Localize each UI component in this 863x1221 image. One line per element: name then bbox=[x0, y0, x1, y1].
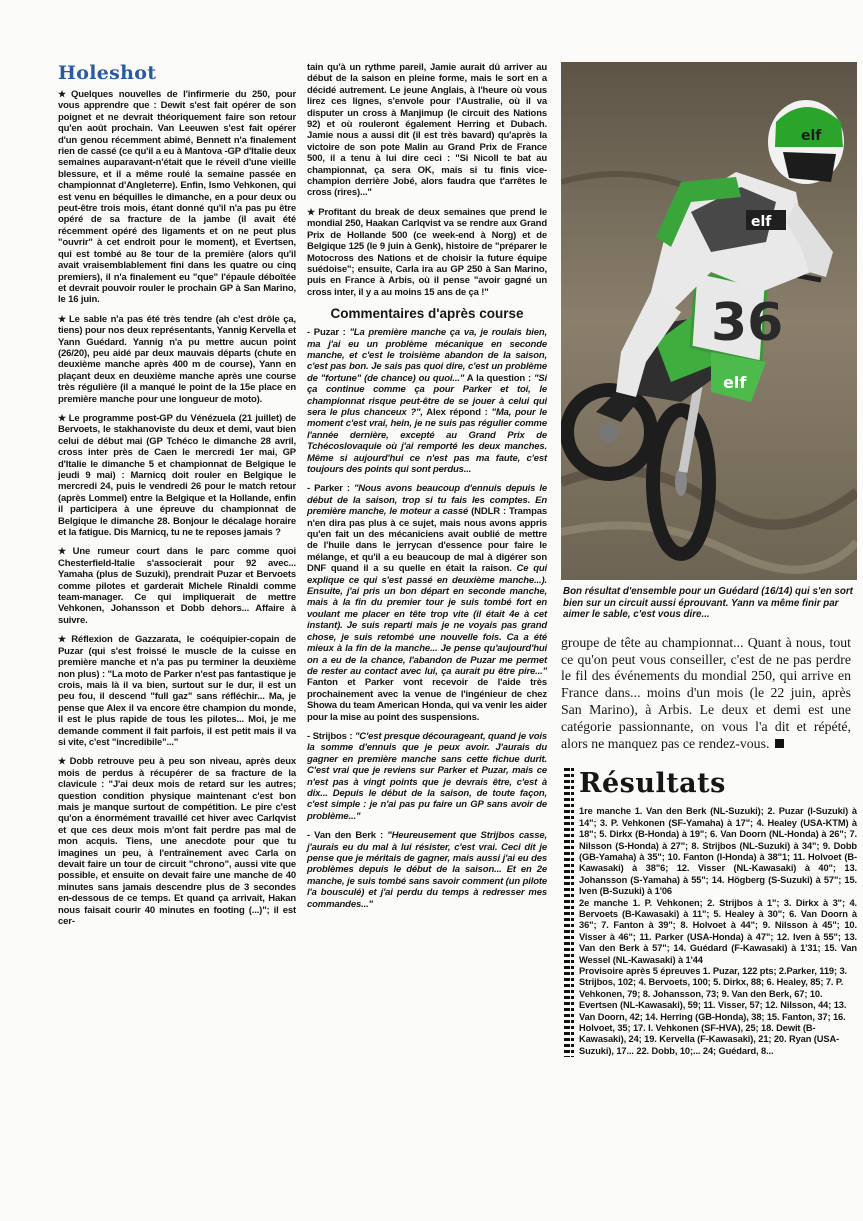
helmet-logo-text: elf bbox=[801, 128, 822, 144]
comment-van-den-berk: - Van den Berk : "Heureusement que Strijbos casse, j'aurais eu du mal à lui résister, c'est vrai. Ceci dit je pense que je méritais de gagner, mais aussi j'ai eu des problèmes depuis le début de la saison... Et en 2e manche, je suis tombé sans savoir comment (un pilote l'a bousculé) et j'ai perdu du temps à redresser mes commandes..." bbox=[307, 830, 547, 910]
subtitle-commentaires: Commentaires d'après course bbox=[330, 306, 524, 322]
section-title-holeshot: Holeshot bbox=[58, 62, 157, 84]
column-middle bbox=[307, 62, 547, 918]
star-bullet-icon: ★ bbox=[58, 546, 71, 557]
paragraph-infirmerie: ★ Quelques nouvelles de l'infirmerie du 250, pour vous apprendre que : Dewit s'est fait opérer de son poignet et ne devrait théoriquement faire son retour qu'en août prochain. Van Leeuwen s'est fait opérer d'un genou récemment abîmé, Bennett n'a finalement rien de cassé (ce qu'il a eu à Mantova -GP d'Italie deux semaines auparavant-n'était que le réveil d'une vieille blessure, et il a même roulé la semaine passée en championnat d'Angleterre). Enfin, Ismo Vehkonen, qui est venu en béquilles le dimanche, en a pour deux ou peut-être trois mois, étant donné qu'il n'a pas pu être opéré de sa fracture de la jambe (il avait été récemment opéré des ligaments et on ne peut plus "ouvrir" à cet endroit pour le moment), et Evertsen, qui est tombé au 8e tour de la première (alors qu'il avait vraisemblablement fini dans les quatre ou cinq premiers), il n'a finalement eu "que" l'épaule déboîtée et devrait pouvoir rouler le prochain GP à San Marino, le 16 juin. bbox=[58, 89, 296, 306]
comment-puzar: - Puzar : "La première manche ça va, je roulais bien, ma j'ai eu un problème mécanique en seconde manche, et c'est le troisième abandon de la saison, c'est pas bon. Je sais pas quoi dire, c'est un problème de "fortune" (de chance) ou quoi..." A la question : "Si ça continue comme ça pour Parker et toi, le championnat risque peut-être de se jouer à celui qui sera le plus chanceux ?", Alex répond : "Ma, pour le moment c'est vrai, hein, je ne suis pas régulier comme l'année dernière, excepté au Grand Prix de Tchécoslovaquie où j'ai remporté les deux manches. Même si aujourd'hui ce n'est pas ma faute, c'est toujours des points qui sont perdus... bbox=[307, 327, 547, 475]
plate-number: 36 bbox=[711, 293, 784, 353]
results-second-manche: 2e manche 1. P. Vehkonen; 2. Strijbos à 1"; 3. Dirkx à 3"; 4. Bervoets (B-Kawasaki) à 11"; 5. Healey à 30"; 6. Van Doorn à 36"; 7. Fanton à 39"; 8. Holvoet à 44"; 9. Nilsson à 45"; 10. Visser à 46"; 11. Parker (USA-Honda) à 47"; 12. Iven à 55"; 13. Van den Berk à 57"; 14. Guédard (F-Kawasaki) à 1'31; 15. Van Wessel (NL-Kawasaki) à 1'44 bbox=[579, 897, 857, 965]
photo-caption: Bon résultat d'ensemble pour un Guédard (16/14) qui s'en sort bien sur un circuit aussi éprouvant. Yann va même finir par aimer le sable, c'est vous dire... bbox=[563, 586, 853, 621]
results-box bbox=[561, 768, 857, 1057]
results-provisional-standings: Provisoire après 5 épreuves 1. Puzar, 122 pts; 2.Parker, 119; 3. Strijbos, 102; 4. Bervoets, 100; 5. Dirkx, 88; 6. Healey, 85; 7. P. Vehkonen, 79; 8. Johansson, 73; 9. Van den Berk, 67; 10. Evertsen (NL-Kawasaki), 59; 11. Visser, 57; 12. Nilsson, 44; 13. Van Doorn, 42; 14. Herring (GB-Honda), 38; 15. Fanton, 37; 16. Holvoet, 35; 17. I. Vehkonen (SF-HVA), 25; 18. Dewit (B-Kawasaki), 24; 19. Kervella (F-Kawasaki), 21; 20. Ryan (USA-Suzuki), 17... 22. Dobb, 10;... 24; Guédard, 8... bbox=[579, 966, 848, 1056]
fender-logo-text: elf bbox=[723, 373, 747, 392]
motocross-photo bbox=[561, 62, 857, 580]
paragraph-conclusion: groupe de tête au championnat... Quant à nous, tout ce qu'on peut vous conseiller, c'est de ne pas perdre le fil des événements du mondial 250, qui arrive en France dans... moins d'un mois (le 22 juin, après San Marino), à Arbis. Le deux et demi est une catégorie passionnante, on vous l'a dit et répété, alors ne manquez pas ce rendez-vous. bbox=[561, 634, 851, 751]
paragraph-sable: ★ Le sable n'a pas été très tendre (ah c'est drôle ça, tiens) pour nos deux représentants, Yannig Kervella et Yann Guédard. Yannig n'a pu mettre aucun point (26/20), peu aidé par deux mauvais départs (chute en deuxième manche après 400 m de course), Yann en plaçant deux en deuxième manche après une course très régulière (il a manqué le point de la 15e place en première manche pour une longueur de moto). bbox=[58, 313, 296, 405]
star-bullet-icon: ★ bbox=[58, 313, 68, 324]
comment-strijbos: - Strijbos : "C'est presque décourageant, quand je vois la somme d'ennuis que je peux avoir. J'aurais du gagner en première manche sans cette fichue durit. C'est vrai que je reviens sur Parker et Puzar, mais ce n'est pas à vingt points que je devrais être, c'est à dix... Depuis le début de la saison, de toute façon, c'est simple : je n'ai pas pu faire un GP sans avoir de problème..." bbox=[307, 730, 547, 822]
shirt-logo-text: elf bbox=[751, 214, 772, 230]
results-first-manche: 1re manche 1. Van den Berk (NL-Suzuki); 2. Puzar (I-Suzuki) à 14"; 3. P. Vehkonen (SF-Yamaha) à 17"; 4. Healey (USA-KTM) à 18"; 5. Dirkx (B-Honda) à 19"; 6. Van Doorn (NL-Honda) à 26"; 7. Nilsson (S-Honda) à 27"; 8. Strijbos (NL-Suzuki) à 34"; 9. Dobb (GB-Yamaha) à 35"; 10. Fanton (I-Honda) à 38"1; 11. Holvoet (B-Kawasaki) à 38"6; 12. Visser (NL-Kawasaki) à 40"; 13. Johansson (S-Yamaha) à 55"; 14. Högberg (S-Suzuki) à 57"; 15. Iven (B-Suzuki) à 1'06 bbox=[579, 806, 857, 897]
results-title: Résultats bbox=[579, 768, 726, 800]
star-bullet-icon: ★ bbox=[58, 89, 70, 99]
paragraph-jamie-continued: tain qu'à un rythme pareil, Jamie aurait dû arriver au début de la saison en pleine forme, mais le sort en a décidé autrement. Le jeune Anglais, à l'heure où vous lirez ces lignes, s'envole pour l'Australie, où il va disputer un cross à Manjimup (le circuit des Nations 92) et où rouleront également Herring et Dubach. Jamie nous a aussi dit (il est très bavard) qu'après la victoire de son pote Malin au Grand Prix de France 500, il a tenu à lui dire ceci : "Si Nicoll te bat au championnat, ça sera OK, mais si tu finis vice-champion derrière Jobé, alors faudra que t'arrêtes le cross (rires)..." bbox=[307, 62, 547, 199]
paragraph-gazzarata: ★ Réflexion de Gazzarata, le coéquipier-copain de Puzar (qui s'est froissé le muscle de la cuisse en première manche et n'a pas pu terminer la deuxième non plus) : "La moto de Parker n'est pas fantastique je crois, mais là il va bien, surtout sur le dur, il est un peu fou, il descend "full gaz" sans réfléchir... Ma, je pense que Alex il va encore être champion du monde, il est le plus rapide de tous les pilotes... Moi, je me demande comment il fait parfois, il est petit mais il va si vite, c'est "incredibile"..." bbox=[58, 634, 297, 748]
star-bullet-icon: ★ bbox=[58, 756, 68, 767]
column-left bbox=[58, 62, 296, 935]
end-of-article-square-icon bbox=[775, 739, 784, 748]
paragraph-dobb: ★ Dobb retrouve peu à peu son niveau, après deux mois de perdus à récupérer de sa fracture de la clavicule : "J'ai deux mois de retard sur les autres; question condition physique maintenant c'est bon mais je manque surtout de compétition. Le pire c'est qu'on a énormément travaillé cet hiver avec Carlqvist et que ces deux mois m'ont fait perdre pas mal de mon acquis. Tiens, une anecdote pour que tu imagines un peu, à l'entraînement avec Carla on devait faire un tour de circuit "chrono", aussi vite que possible, et ensuite on devait faire une manche de 40 minutes sans jamais descendre plus de 3 secondes en-dessous de ce temps. Et quand ça arrivait, Hakan nous faisait courir 40 minutes en footing (...)"; il est cer- bbox=[58, 756, 296, 928]
star-bullet-icon: ★ bbox=[58, 634, 70, 645]
star-bullet-icon: ★ bbox=[307, 206, 317, 217]
column-right bbox=[561, 62, 857, 1057]
rider-illustration bbox=[561, 62, 857, 580]
comment-parker: - Parker : "Nous avons beaucoup d'ennuis depuis le début de la saison, trop si tu fais les comptes. En première manche, le moteur a cassé (NDLR : Trampas n'en dira pas plus à ce sujet, mais nous avons appris qu'en fait un des mécaniciens avait oublié de mettre de l'huile dans le jerrycan d'essence pour faire le mélange, et qu'il a eu beaucoup de mal à digérer son DNF quand il a su quelle en était la raison. Ce qui explique ce qui s'est passé en deuxième manche...). Ensuite, j'ai pris un bon départ en seconde manche, mais à la fin du premier tour je suis tombé fort en voulant me placer en tête trop vite (il était 4e à cet instant). Je suis reparti mais je ne voyais pas grand chose, je suis retombé une nouvelle fois. Ca a été mieux à la fin de la manche... Je pense qu'aujourd'hui on a eu de la chance, l'abandon de Puzar me permet de rester au contact avec lui, ça aurait pu être pire..." Fanton et Parker vont recevoir de l'aide très prochainement avec la venue de l'ingénieur de chez Showa du team American Honda, qui va venir les aider pour la mise au point des suspensions. bbox=[307, 483, 547, 723]
paragraph-bervoets-programme: ★ Le programme post-GP du Vénézuela (21 juillet) de Bervoets, le stakhanoviste du deux et demi, vaut bien celui de début mai (GP Tchéco le dimanche 28 avril, cross inter près de Caen le mercredi 1er mai, GP d'Italie le dimanche 5 et championnat de Belgique le jeudi 9 mai) : Marnicq doit rouler en Belgique le mercredi 24, puis le vendredi 26 pour le match retour (après Lommel) entre la Belgique et la Hollande, enfin il participera à une épreuve du championnat de Belgique le dimanche 28. Bonjour le décalage horaire et la fatigue. Dis Marnicq, tu ne te reposes jamais ? bbox=[58, 412, 297, 539]
paragraph-carlqvist: ★ Profitant du break de deux semaines que prend le mondial 250, Haakan Carlqvist va se rendre aux Grand Prix de Hollande 500 (ce week-end à Norg) et de Belgique 125 (le 9 juin à Genk), histoire de "préparer le Motocross des Nations et de choisir la future équipe suédoise"; ensuite, Carla ira au GP 250 à San Marino, puis en France à Arbis, où il pense "avoir gagné un cross inter, il y a au moins 15 ans de ça !" bbox=[307, 206, 547, 298]
star-bullet-icon: ★ bbox=[58, 412, 67, 423]
paragraph-rumeur: ★ Une rumeur court dans le parc comme quoi Chesterfield-Italie s'associerait pour 92 avec... Yamaha (plus de Suzuki), prendrait Puzar et Bervoets comme pilotes et garderait Michele Rinaldi comme team-manager. Ce qui impliquerait de mettre Vehkonen, Johansson et Dobb dehors... Affaire à suivre. bbox=[58, 546, 296, 626]
